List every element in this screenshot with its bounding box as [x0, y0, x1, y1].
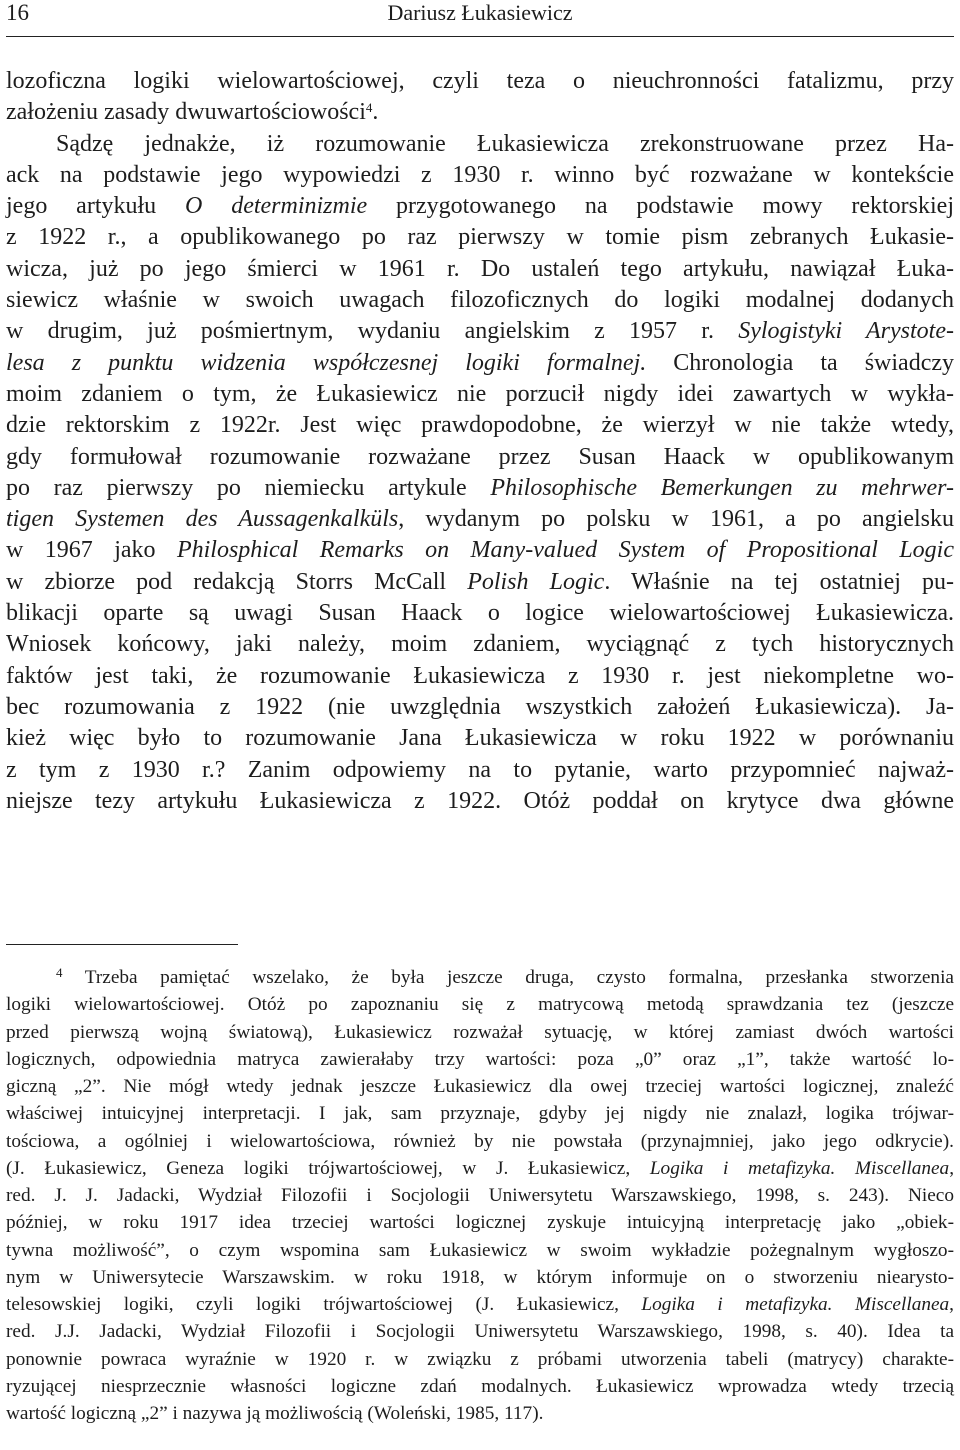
footnote-line: (J. Łukasiewicz, Geneza logiki trójwartościowej, w J. Łukasiewicz, Logika i metafizyka. Miscellanea, — [6, 1157, 955, 1179]
text-line: w drugim, już pośmiertnym, wydaniu angielskim z 1957 r. Sylogistyki Arystote- — [6, 318, 954, 345]
text-line: wicza, już po jego śmierci w 1961 r. Do ustaleń tego artykułu, nawiązał Łuka- — [6, 255, 954, 282]
italic-title: Sylogistyki Arystote- — [738, 318, 954, 345]
italic-title: Polish Logic — [467, 568, 605, 595]
footnote-line: nym w Uniwersytecie Warszawskim. w roku 1918, w którym informuje on o stworzeniu niearysto- — [6, 1266, 954, 1288]
footnote-line: tywna możliwość”, o czym wspomina sam Łukasiewicz w swoim wykładzie pożegnalnym wygłoszo- — [6, 1239, 954, 1261]
footnote-line: tościowa, a ogólniej i wielowartościowa, również by nie powstała (przynajmniej, jako jego odkrycie). — [6, 1130, 954, 1152]
text-line: faktów jest taki, że rozumowanie Łukasiewicza z 1930 r. jest niekompletne wo- — [6, 662, 954, 689]
footnote-line: właściwej intuicyjnej interpretacji. I jak, sam przyznaje, gdyby jej nigdy nie znalazł, logika trójwar- — [6, 1103, 954, 1125]
text-line: z 1922 r., a opublikowanego po raz pierwszy w tomie pism zebranych Łukasie- — [6, 224, 954, 251]
text-line: Sądzę jednakże, iż rozumowanie Łukasiewicza zrekonstruowane przez Ha- — [56, 130, 954, 157]
text-line: jego artykułu O determinizmie przygotowanego na podstawie mowy rektorskiej — [6, 193, 955, 220]
footnote-line: ryzującej niesprzecznie własności logiczne zdań modalnych. Łukasiewicz wprowadza wtedy trzecią — [6, 1375, 954, 1397]
footnote-line: $^4$ Trzeba pamiętać wszelako, że była jeszcze druga, czysto formalna, przesłanka stworzenia — [56, 965, 954, 988]
italic-title: tigen Systemen des Aussagenkalküls — [6, 506, 399, 533]
footnote-line: ponownie powraca wyraźnie w 1920 r. w związku z próbami utworzenia tabeli (matrycy) charakte- — [6, 1348, 954, 1370]
italic-title: O determinizmie — [185, 193, 368, 220]
text-line: gdy formułował rozumowanie rozważane przez Susan Haack w opublikowanym — [6, 443, 954, 470]
footnote-line: później, w roku 1917 idea trzeciej wartości logicznej zyskuje intuicyjną interpretację jako „obiek- — [6, 1212, 954, 1234]
footnote — [6, 964, 954, 1427]
text-line: w 1967 jako Philosphical Remarks on Many-valued System of Propositional Logic — [6, 537, 954, 564]
page-number: 16 — [6, 0, 29, 25]
footnote-line: red. J.J. Jadacki, Wydział Filozofii i Socjologii Uniwersytetu Warszawskiego, 1998, s. 40). Idea ta — [6, 1321, 954, 1343]
running-head: Dariusz Łukasiewicz — [387, 0, 573, 25]
page-header — [6, 0, 954, 37]
italic-title: Logika i metafizyka. Miscellanea — [641, 1294, 950, 1315]
main-text — [6, 66, 954, 817]
text-line: tigen Systemen des Aussagenkalküls, wydanym po polsku w 1961, a po angielsku — [6, 506, 954, 533]
footnote-divider — [6, 944, 238, 945]
footnote-line: logicznych, odpowiednia matryca zawierałaby trzy wartości: poza „0” oraz „1”, także wartość lo- — [6, 1048, 954, 1070]
text-line: w zbiorze pod redakcją Storrs McCall Polish Logic. Właśnie na tej ostatniej pu- — [6, 568, 954, 595]
italic-title: lesa z punktu widzenia współczesnej logiki formalnej. — [6, 349, 647, 376]
footnote-reference[interactable]: 4 — [365, 100, 373, 116]
footnote-number: 4 — [56, 965, 63, 980]
text-line: dzie rektorskim z 1922r. Jest więc prawdopodobne, że wierzył w nie także wtedy, — [6, 412, 954, 439]
text-line: moim zdaniem o tym, że Łukasiewicz nie porzucił nigdy idei zawartych w wykła- — [6, 380, 954, 407]
text-line: kież więc było to rozumowanie Jana Łukasiewicza w roku 1922 w porównaniu — [6, 725, 954, 752]
text-line: z tym z 1930 r.? Zanim odpowiemy na to pytanie, warto przypomnieć najważ- — [6, 756, 954, 783]
footnote-line: giczną „2”. Nie mógł wtedy jednak jeszcze Łukasiewicz dla owej trzeciej wartości logicznej, znaleźć — [6, 1076, 954, 1097]
footnote-line: przed pierwszą wojną światową), Łukasiewicz rozważał sytuację, w której zamiast dwóch wartości — [6, 1021, 954, 1043]
text-line: po raz pierwszy po niemiecku artykule Philosophische Bemerkungen zu mehrwer- — [6, 474, 955, 501]
italic-title: Philosophische Bemerkungen zu mehrwer- — [490, 474, 955, 501]
text-line: blikacji oparte są uwagi Susan Haack o logice wielowartościowej Łukasiewicza. — [6, 600, 954, 627]
footnote-line: telesowskiej logiki, czyli logiki trójwartościowej (J. Łukasiewicz, Logika i metafizyka. Miscellanea, — [6, 1294, 954, 1315]
text-line: bec rozumowania z 1922 (nie uwzględnia wszystkich założeń Łukasiewicza). Ja- — [6, 693, 954, 720]
text-line: Wniosek końcowy, jaki należy, moim zdaniem, wyciągnąć z tych historycznych — [6, 631, 954, 658]
italic-title: Philosphical Remarks on Many-valued System of Propositional Logic — [176, 537, 954, 564]
text-line: ack na podstawie jego wypowiedzi z 1930 r. winno być rozważane w kontekście — [6, 161, 954, 188]
text-line: niejsze tezy artykułu Łukasiewicza z 1922. Otóż poddał on krytyce dwa główne — [6, 787, 954, 814]
text-line: założeniu zasady dwuwartościowości$^4$. — [6, 99, 379, 126]
footnote-line: logiki wielowartościowej. Otóż po zapoznaniu się z matrycową metodą sprawdzania tez (jeszcze — [6, 994, 954, 1016]
italic-title: Logika i metafizyka. Miscellanea — [649, 1157, 950, 1179]
footnote-line: wartość logiczną „2” i nazywa ją możliwością (Woleński, 1985, 117). — [6, 1403, 544, 1424]
text-line: siewicz właśnie w swoich uwagach filozoficznych do logiki modalnej dodanych — [6, 287, 954, 314]
footnote-line: red. J. J. Jadacki, Wydział Filozofii i Socjologii Uniwersytetu Warszawskiego, 1998, s. 243). Nieco — [6, 1185, 954, 1206]
text-line: lesa z punktu widzenia współczesnej logiki formalnej. Chronologia ta świadczy — [6, 349, 954, 376]
text-line: lozoficzna logiki wielowartościowej, czyli teza o nieuchronności fatalizmu, przy — [6, 68, 954, 94]
